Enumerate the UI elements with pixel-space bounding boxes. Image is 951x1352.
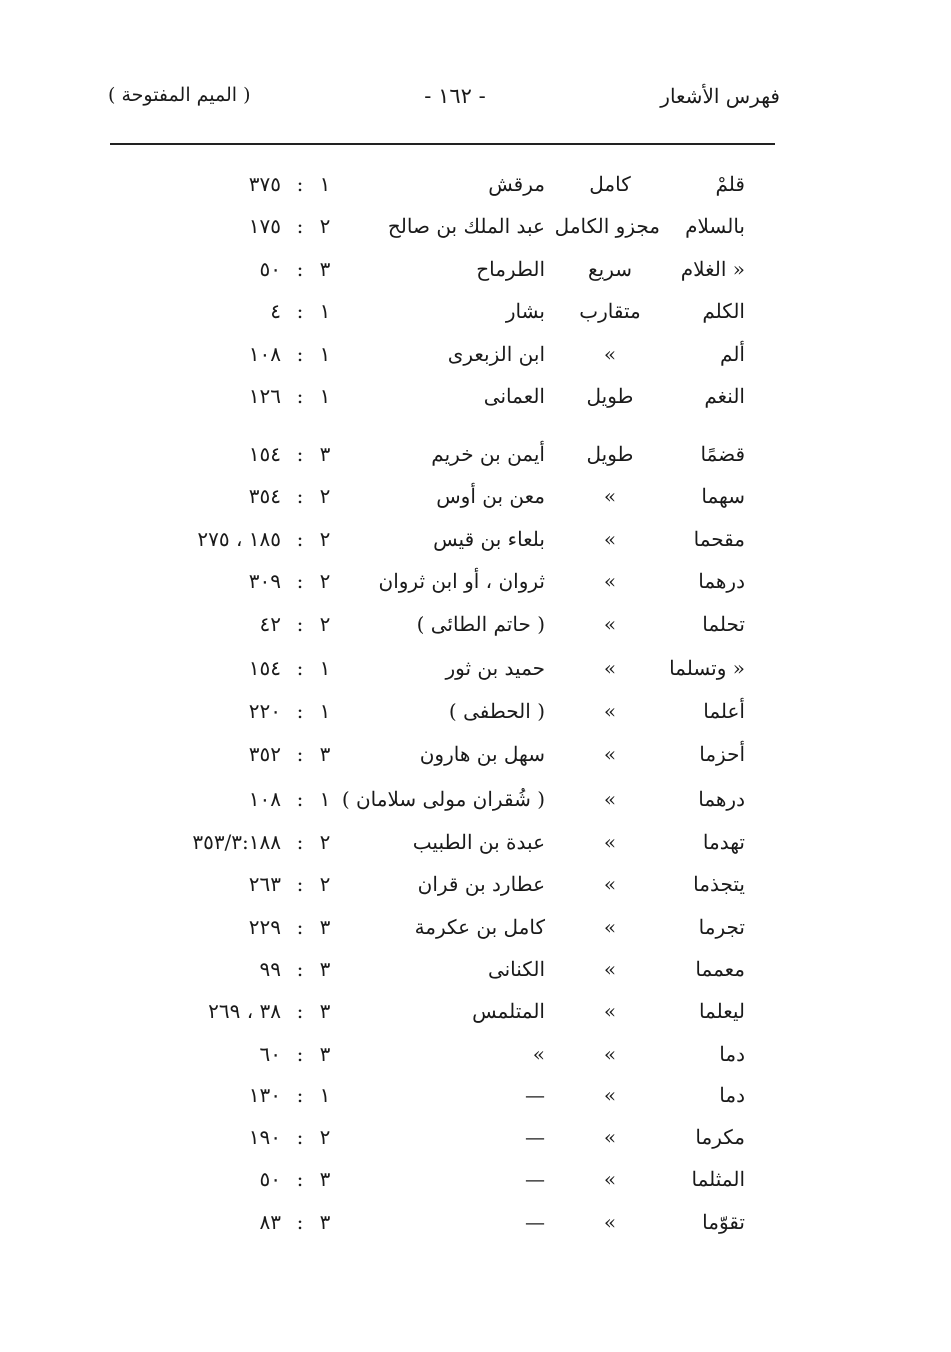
meter: » [603, 999, 617, 1023]
table-row [0, 1120, 951, 1154]
volume-page-separator: : [296, 787, 304, 811]
poet-name: — [525, 1167, 545, 1191]
volume-page-separator: : [296, 527, 304, 551]
table-row [0, 294, 951, 328]
page-reference: ١٥٤ [248, 442, 281, 466]
volume-page-separator: : [296, 1042, 304, 1066]
rhyme-word: يتجذما [693, 872, 745, 896]
rhyme-word: المثلما [691, 1167, 745, 1191]
rhyme-word: بالسلام [685, 214, 745, 238]
poet-name: ( شُقران مولى سلامان ) [341, 787, 545, 811]
table-row [0, 1037, 951, 1071]
poet-name: » [532, 1042, 545, 1066]
poet-name: معن بن أوس [436, 484, 545, 508]
poet-name: ( الحطفى ) [448, 699, 545, 723]
page-reference: ٤ [270, 299, 281, 323]
meter: » [603, 915, 617, 939]
meter: » [603, 342, 617, 366]
page-reference: ٩٩ [259, 957, 281, 981]
poet-name: — [525, 1210, 545, 1234]
table-row [0, 607, 951, 641]
meter: مجزو الكامل [554, 214, 660, 238]
volume-number: ٣ [319, 957, 331, 981]
poet-name: عطارد بن قران [417, 872, 545, 896]
page-reference: ٣٥٣/٣:١٨٨ [192, 830, 281, 854]
table-row [0, 1162, 951, 1196]
rhyme-word: أعلما [703, 699, 745, 723]
volume-page-separator: : [296, 384, 304, 408]
volume-number: ٣ [319, 1042, 331, 1066]
page-reference: ٥٠ [259, 257, 281, 281]
rhyme-word: درهما [698, 569, 745, 593]
poet-name: حميد بن ثور [445, 656, 545, 680]
volume-number: ٢ [319, 527, 331, 551]
volume-page-separator: : [296, 172, 304, 196]
rhyme-word: أحزما [699, 742, 745, 766]
volume-page-separator: : [296, 830, 304, 854]
volume-page-separator: : [296, 299, 304, 323]
volume-page-separator: : [296, 957, 304, 981]
poet-name: مرقش [488, 172, 545, 196]
rhyme-word: دما [719, 1083, 745, 1107]
table-row [0, 379, 951, 413]
meter: » [603, 699, 617, 723]
volume-number: ١ [319, 172, 331, 196]
rhyme-word: دما [719, 1042, 745, 1066]
volume-page-separator: : [296, 1167, 304, 1191]
rhyme-word: تهدما [702, 830, 745, 854]
volume-page-separator: : [296, 699, 304, 723]
volume-number: ١ [319, 1083, 331, 1107]
page-reference: ١٢٦ [248, 384, 281, 408]
rhyme-word: سهما [701, 484, 745, 508]
page-reference: ١٠٨ [248, 342, 281, 366]
rhyme-word: قضمًا [700, 442, 745, 466]
rhyme-word: ألم [720, 342, 745, 366]
meter: » [603, 872, 617, 896]
page-reference: ٥٠ [259, 1167, 281, 1191]
volume-number: ١ [319, 384, 331, 408]
header-divider [110, 143, 775, 145]
poet-name: ( حاتم الطائى ) [416, 612, 545, 636]
rhyme-word: الكلم [702, 299, 745, 323]
volume-page-separator: : [296, 1125, 304, 1149]
volume-number: ١ [319, 699, 331, 723]
meter: » [603, 1167, 617, 1191]
meter: سريع [587, 257, 632, 281]
poet-name: عبد الملك بن صالح [387, 214, 545, 238]
meter: » [603, 527, 617, 551]
poet-name: الطرماح [476, 257, 545, 281]
page-reference: ١٩٠ [248, 1125, 281, 1149]
rhyme-word: « وتسلما [669, 656, 745, 680]
volume-number: ٢ [319, 214, 331, 238]
meter: » [603, 656, 617, 680]
table-row [0, 1078, 951, 1112]
volume-page-separator: : [296, 569, 304, 593]
meter: » [603, 742, 617, 766]
page-reference: ٣٨ ، ٢٦٩ [208, 999, 281, 1023]
poet-name: العمانى [483, 384, 545, 408]
volume-page-separator: : [296, 656, 304, 680]
meter: طويل [586, 384, 634, 408]
rhyme-word: النغم [704, 384, 745, 408]
table-row [0, 694, 951, 728]
meter: كامل [589, 172, 631, 196]
volume-number: ١ [319, 656, 331, 680]
poet-name: المتلمس [472, 999, 545, 1023]
table-row [0, 737, 951, 771]
volume-page-separator: : [296, 612, 304, 636]
rhyme-word: درهما [698, 787, 745, 811]
table-row [0, 209, 951, 243]
table-row [0, 1205, 951, 1239]
meter: » [603, 1042, 617, 1066]
meter: متقارب [579, 299, 641, 323]
volume-page-separator: : [296, 257, 304, 281]
poet-name: ثروان ، أو ابن ثروان [378, 569, 545, 593]
volume-number: ٢ [319, 830, 331, 854]
meter: » [603, 484, 617, 508]
rhyme-word: تقوّما [702, 1210, 745, 1234]
volume-number: ١ [319, 342, 331, 366]
table-row [0, 994, 951, 1028]
meter: » [603, 1083, 617, 1107]
volume-page-separator: : [296, 999, 304, 1023]
page-reference: ٣٧٥ [248, 172, 281, 196]
rhyme-word: « الغلام [680, 257, 745, 281]
volume-number: ٣ [319, 742, 331, 766]
page-reference: ٣٥٢ [248, 742, 281, 766]
volume-number: ٢ [319, 872, 331, 896]
meter: » [603, 1210, 617, 1234]
volume-number: ٣ [319, 442, 331, 466]
meter: » [603, 612, 617, 636]
volume-number: ٣ [319, 999, 331, 1023]
table-row [0, 651, 951, 685]
volume-page-separator: : [296, 442, 304, 466]
poet-name: — [525, 1125, 545, 1149]
volume-page-separator: : [296, 915, 304, 939]
table-row [0, 437, 951, 471]
volume-number: ٢ [319, 484, 331, 508]
volume-number: ٢ [319, 569, 331, 593]
page-reference: ١٠٨ [248, 787, 281, 811]
volume-page-separator: : [296, 1083, 304, 1107]
volume-page-separator: : [296, 484, 304, 508]
page-reference: ٢٦٣ [248, 872, 281, 896]
table-row [0, 252, 951, 286]
volume-number: ٢ [319, 1125, 331, 1149]
rhyme-heading: ( الميم المفتوحة ) [108, 84, 251, 106]
meter: » [603, 787, 617, 811]
rhyme-word: مكرما [695, 1125, 745, 1149]
volume-number: ٢ [319, 612, 331, 636]
page-reference: ٢٢٩ [248, 915, 281, 939]
table-row [0, 952, 951, 986]
poet-name: بشار [505, 299, 545, 323]
table-row [0, 337, 951, 371]
table-row [0, 564, 951, 598]
volume-page-separator: : [296, 214, 304, 238]
volume-number: ٣ [319, 1167, 331, 1191]
page-reference: ١٨٥ ، ٢٧٥ [197, 527, 281, 551]
meter: » [603, 957, 617, 981]
poet-name: — [525, 1083, 545, 1107]
meter: » [603, 1125, 617, 1149]
volume-page-separator: : [296, 342, 304, 366]
rhyme-word: قلمْ [715, 172, 745, 196]
page-reference: ١٧٥ [248, 214, 281, 238]
page-reference: ٤٢ [259, 612, 281, 636]
page-reference: ١٣٠ [248, 1083, 281, 1107]
table-row [0, 522, 951, 556]
page-number: - ١٦٢ - [424, 84, 486, 108]
volume-number: ٣ [319, 1210, 331, 1234]
meter: » [603, 830, 617, 854]
poet-name: كامل بن عكرمة [414, 915, 545, 939]
page-reference: ٦٠ [259, 1042, 281, 1066]
table-row [0, 825, 951, 859]
volume-number: ٣ [319, 915, 331, 939]
volume-number: ٣ [319, 257, 331, 281]
rhyme-word: ليعلما [698, 999, 745, 1023]
volume-page-separator: : [296, 1210, 304, 1234]
poet-name: عبدة بن الطبيب [412, 830, 545, 854]
volume-number: ١ [319, 299, 331, 323]
volume-number: ١ [319, 787, 331, 811]
table-row [0, 867, 951, 901]
table-row [0, 910, 951, 944]
table-row [0, 479, 951, 513]
poet-name: ابن الزبعرى [447, 342, 545, 366]
rhyme-word: تحلما [702, 612, 745, 636]
volume-page-separator: : [296, 742, 304, 766]
meter: » [603, 569, 617, 593]
page-header [100, 84, 780, 124]
page-reference: ١٥٤ [248, 656, 281, 680]
page-reference: ٢٢٠ [248, 699, 281, 723]
poet-name: سهل بن هارون [419, 742, 545, 766]
page-reference: ٣٥٤ [248, 484, 281, 508]
table-row [0, 167, 951, 201]
page-reference: ٣٠٩ [248, 569, 281, 593]
poet-name: أيمن بن خريم [431, 442, 545, 466]
rhyme-word: تجرما [698, 915, 745, 939]
meter: طويل [586, 442, 634, 466]
volume-page-separator: : [296, 872, 304, 896]
rhyme-word: مقحما [693, 527, 745, 551]
poet-name: بلعاء بن قيس [433, 527, 545, 551]
poet-name: الكنانى [487, 957, 545, 981]
rhyme-word: معمما [695, 957, 745, 981]
table-row [0, 782, 951, 816]
page-reference: ٨٣ [259, 1210, 281, 1234]
section-title: فهرس الأشعار [660, 84, 780, 108]
